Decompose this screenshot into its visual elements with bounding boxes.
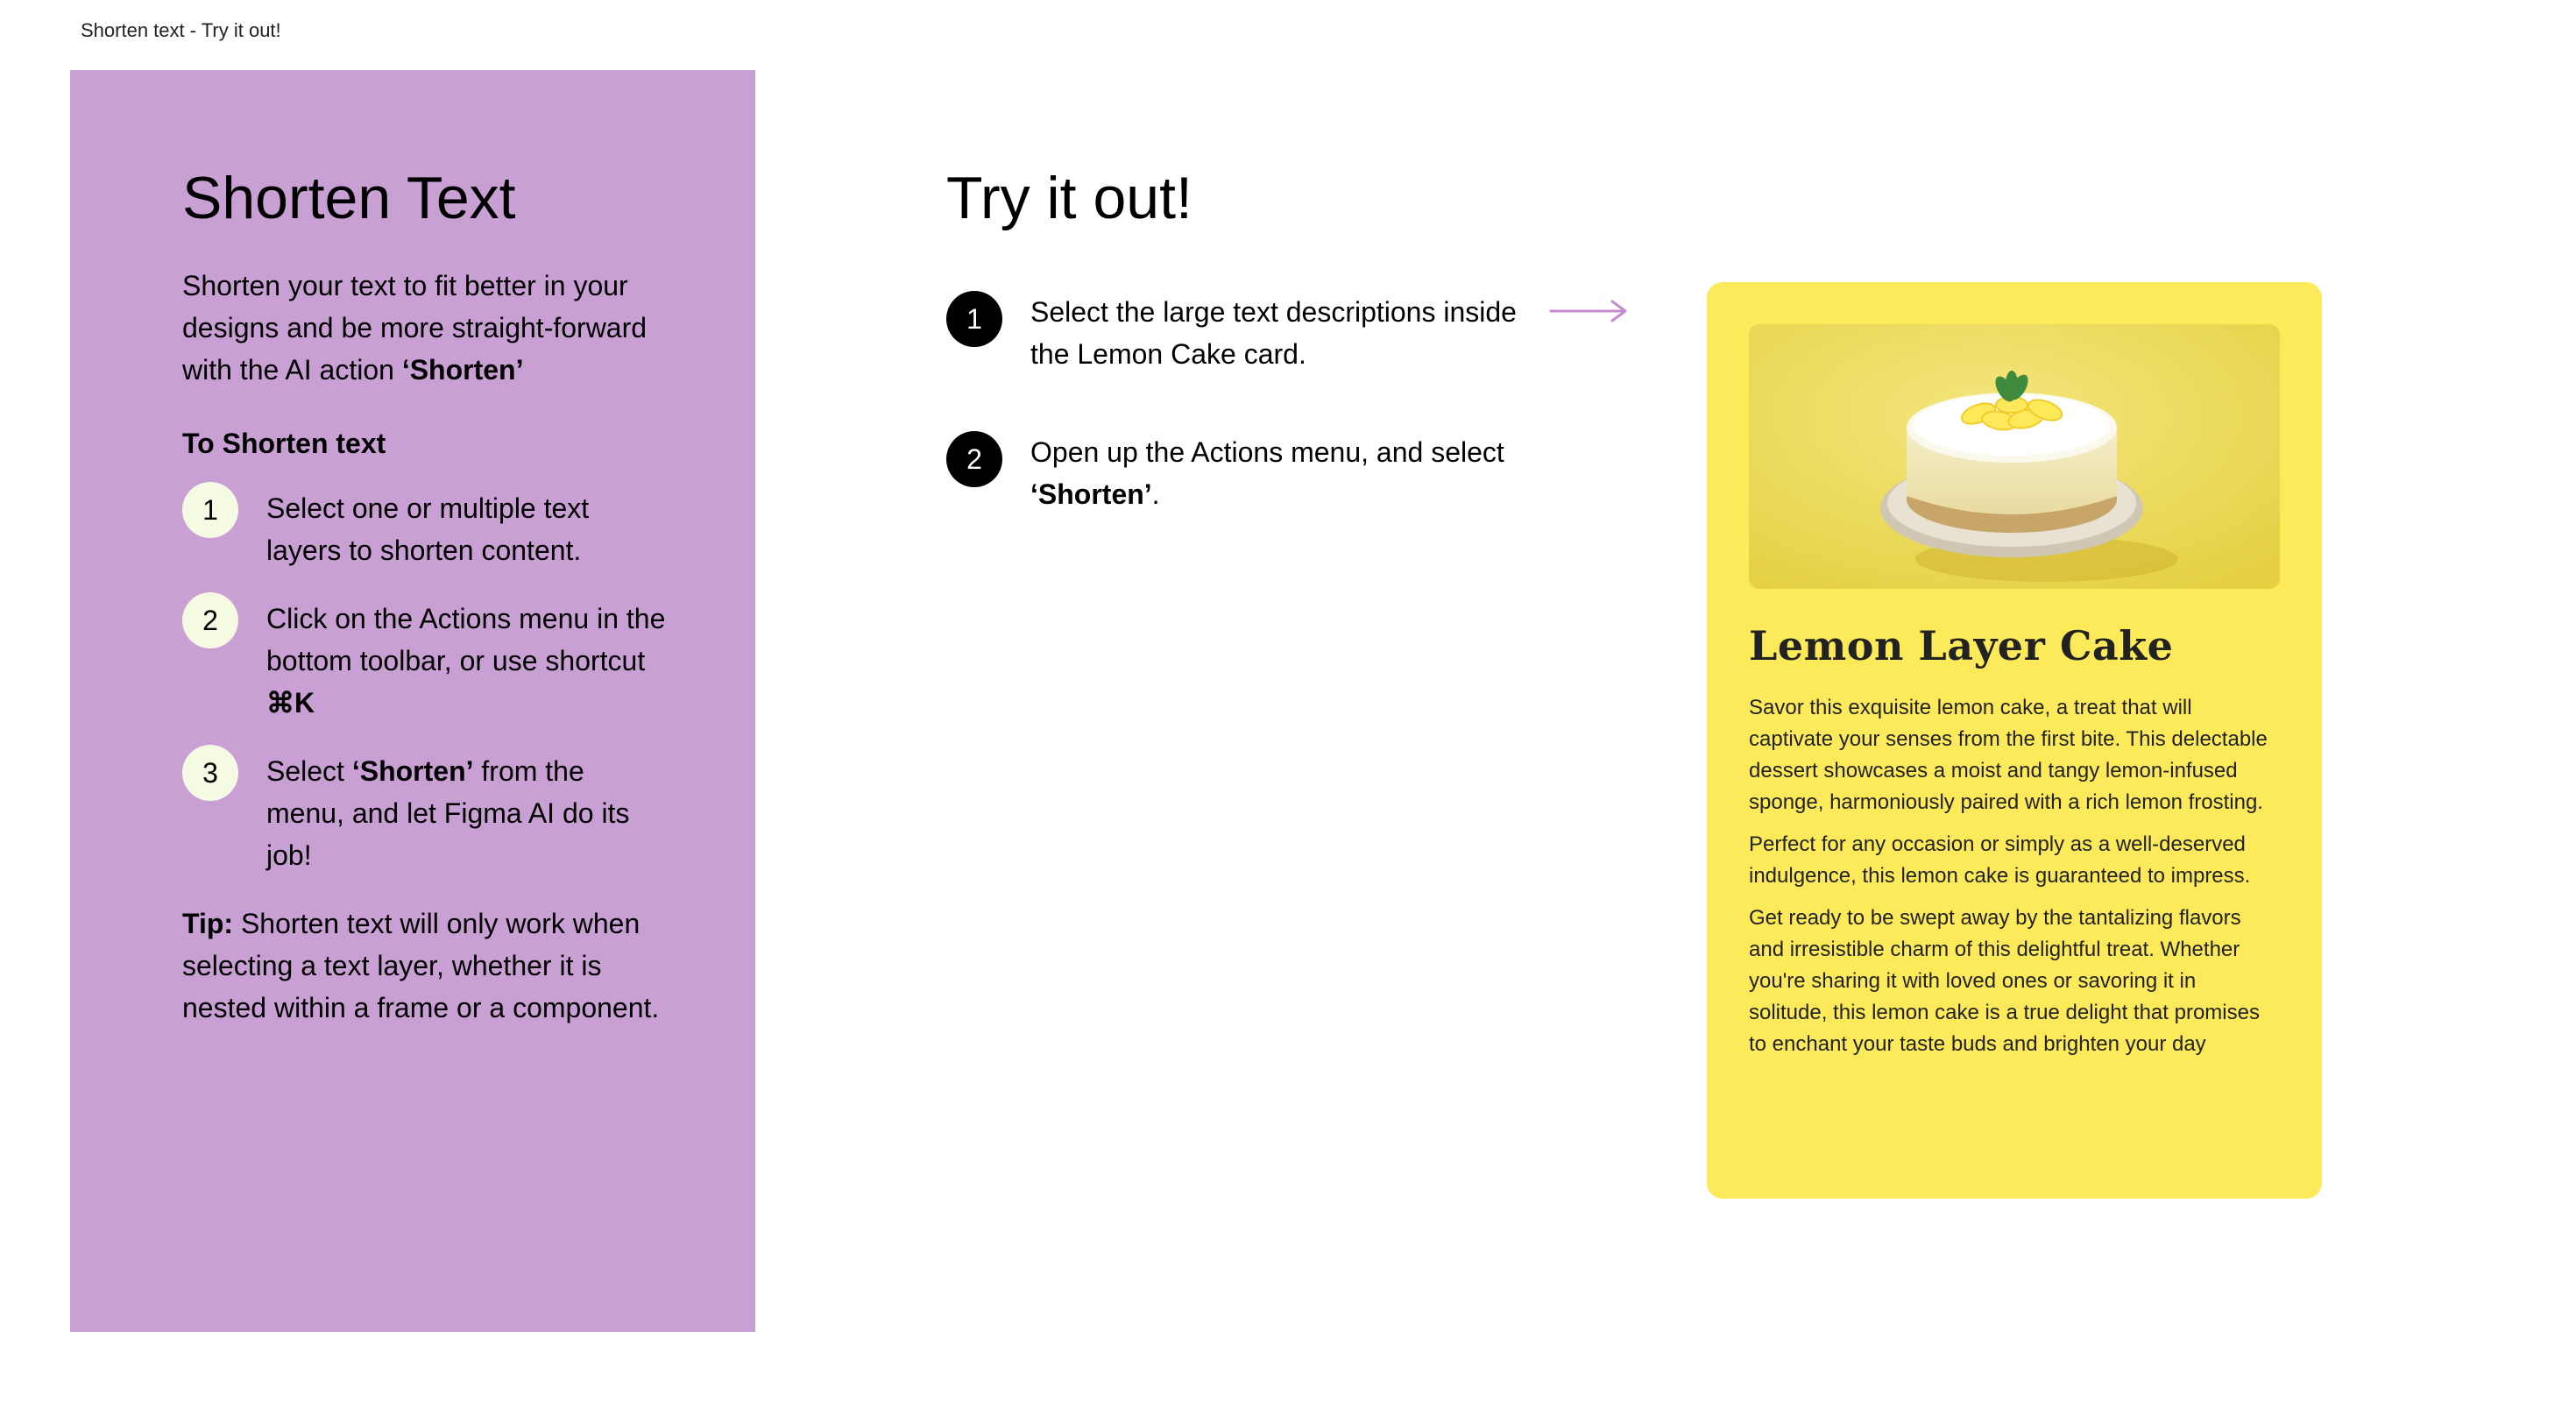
step-text: Select one or multiple text layers to shorten content. bbox=[266, 492, 590, 566]
step-text: Select the large text descriptions inside the Lemon Cake card. bbox=[1030, 296, 1517, 370]
instructions-panel bbox=[70, 70, 755, 1332]
step-text-part: Open up the Actions menu, and select bbox=[1030, 436, 1504, 468]
step-text-part: Select bbox=[266, 755, 352, 787]
instruction-step-3 bbox=[182, 750, 673, 876]
intro-text: Shorten your text to fit better in your designs and be more straight-forward with the AI action bbox=[182, 270, 648, 386]
step-number: 1 bbox=[182, 482, 238, 538]
try-step-1 bbox=[946, 291, 1521, 375]
try-it-title: Try it out! bbox=[946, 165, 1192, 231]
instructions-content bbox=[182, 165, 673, 1029]
card-title[interactable]: Lemon Layer Cake bbox=[1749, 622, 2174, 669]
panel-title: Shorten Text bbox=[182, 165, 516, 231]
step-text-part: Click on the Actions menu in the bottom toolbar, or use shortcut bbox=[266, 603, 666, 676]
card-description[interactable] bbox=[1749, 692, 2280, 1071]
try-step-2 bbox=[946, 431, 1521, 515]
step-text bbox=[1030, 431, 1521, 515]
step-text bbox=[266, 750, 669, 876]
step-text-bold: ‘Shorten’ bbox=[1030, 478, 1152, 510]
step-text bbox=[266, 598, 669, 724]
shortcut-key: ⌘K bbox=[266, 687, 315, 719]
lemon-cake-card[interactable] bbox=[1707, 282, 2322, 1199]
step-number: 2 bbox=[182, 592, 238, 648]
intro-bold: ‘Shorten’ bbox=[401, 354, 524, 386]
step-number: 1 bbox=[946, 291, 1002, 347]
step-text-part: from the menu, and let Figma AI do its job! bbox=[266, 755, 630, 871]
step-number: 2 bbox=[946, 431, 1002, 487]
step-text-part: . bbox=[1151, 478, 1160, 510]
step-text-bold: ‘Shorten’ bbox=[351, 755, 474, 787]
tip-text: Shorten text will only work when selecting a text layer, whether it is nested within a frame or a component. bbox=[182, 908, 660, 1023]
lemon-cake-image[interactable] bbox=[1749, 324, 2280, 589]
panel-intro bbox=[182, 265, 673, 391]
card-paragraph[interactable]: Savor this exquisite lemon cake, a treat that will captivate your senses from the first bite. This delectable dessert showcases a moist and tangy lemon-infused sponge, harmoniously paired with a rich lemon frosting. bbox=[1749, 696, 2268, 814]
instruction-step-2 bbox=[182, 598, 673, 724]
card-paragraph[interactable]: Get ready to be swept away by the tantalizing flavors and irresistible charm of this delightful treat. Whether you're sharing it with loved ones or savoring it in solitude, this lemon cake is a true delight that promises to enchant your taste buds and brighten your day bbox=[1749, 906, 2260, 1056]
arrow-right-icon bbox=[1549, 298, 1628, 324]
tip bbox=[182, 903, 673, 1029]
frame-label: Shorten text - Try it out! bbox=[81, 19, 281, 41]
step-number: 3 bbox=[182, 745, 238, 801]
card-paragraph[interactable]: Perfect for any occasion or simply as a well-deserved indulgence, this lemon cake is guaranteed to impress. bbox=[1749, 832, 2251, 888]
tip-label: Tip: bbox=[182, 908, 234, 939]
panel-subheading: To Shorten text bbox=[182, 428, 386, 459]
instruction-step-1 bbox=[182, 487, 673, 571]
